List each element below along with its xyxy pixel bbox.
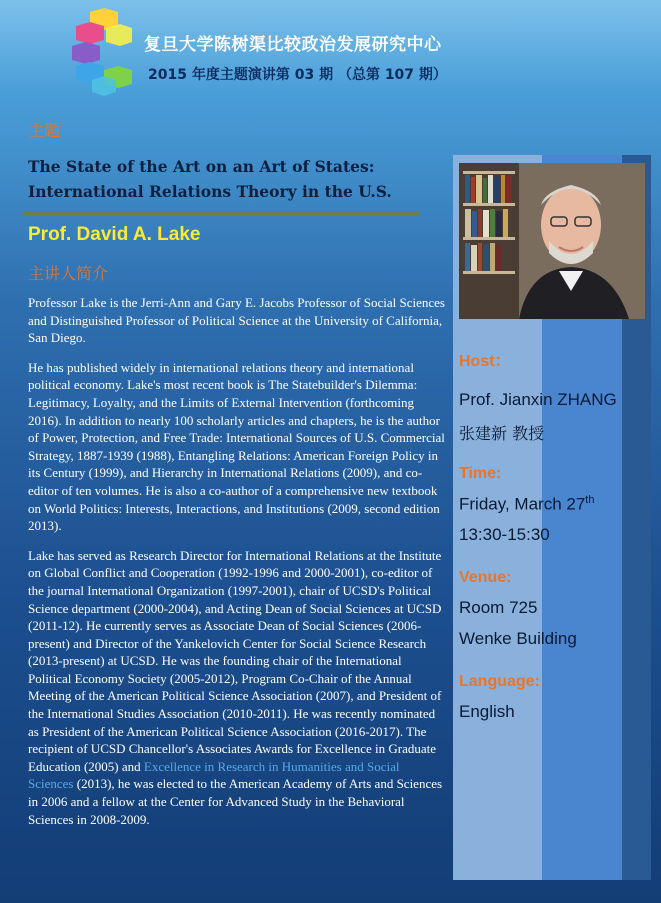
- bio-paragraph-3-text: Lake has served as Research Director for International Relations at the Institute on Global Conflict and Cooperation (1992-1996 and 2000-2001), co-editor of the journal International Organization (1997-2001), chair of UCSD's Political Science department (2000-2004), and Acting Dean of Social Sciences at UCSD (2011-12). He currently serves as Associate Dean of Social Sciences (2006-present) and Director of the Yankelovich Center for Social Science Research (2013-present) at UCSD. He was the founding chair of the International Political Economy Society (2005-2012), Program Co-Chair of the Annual Meeting of the American Political Science Association (2007), and President of the International Studies Association (2010-2011). He was recently nominated as President of the American Political Science Association (2016-2017). The recipient of UCSD Chancellor's Associates Awards for Excellence in Graduate Education (2005) and: [28, 547, 442, 774]
- time-date-suffix: th: [585, 494, 595, 506]
- host-label: Host：: [459, 353, 511, 370]
- time-date: [459, 494, 594, 515]
- bio-paragraph-3: [28, 547, 446, 829]
- speaker-bio: [28, 294, 446, 840]
- lecture-series: 2015 年度主题演讲第 03 期 （总第 107 期）: [148, 67, 447, 83]
- title-divider: [24, 211, 420, 215]
- time-label: Time:: [459, 465, 502, 482]
- venue-label: Venue:: [459, 569, 512, 586]
- bio-paragraph-1: Professor Lake is the Jerri-Ann and Gary E. Jacobs Professor of Social Sciences and Distinguished Professor of Political Science at the University of California, San Diego.: [28, 295, 445, 346]
- talk-title-line2: International Relations Theory in the U.S.: [28, 182, 392, 201]
- topic-label: 主题: [28, 121, 61, 140]
- time-date-text: Friday, March 27: [459, 494, 586, 514]
- speaker-name: Prof. David A. Lake: [28, 224, 201, 245]
- venue-room: Room 725: [459, 598, 538, 617]
- org-name: 复旦大学陈树渠比较政治发展研究中心: [144, 35, 442, 55]
- host-name-chinese: 张建新 教授: [459, 424, 545, 443]
- language-label: Language:: [459, 673, 540, 690]
- bio-paragraph-3-end: (2013), he was elected to the American Academy of Arts and Sciences in 2006 and a fellow at the Center for Advanced Study in the Behavioral Sciences in 2008-2009.: [28, 776, 443, 827]
- venue-building: Wenke Building: [459, 629, 577, 648]
- bio-paragraph-2: He has published widely in international relations theory and international political economy. Lake's most recent book is The Statebuilder's Dilemma: Legitimacy, Loyalty, and the Limits of External Intervention (forthcoming 2016). In addition to nearly 100 scholarly articles and chapters, he is the author of Power, Protection, and Free Trade: International Sources of U.S. Commercial Strategy, 1887-1939 (1988), Entangling Relations: American Foreign Policy in its Century (1999), and Hierarchy in International Relations (2009), and co-editor of ten volumes. He is also a co-author of a comprehensive new textbook on World Politics: Interests, Interactions, and Institutions (2009, second edition 2013).: [28, 359, 445, 534]
- time-hours: 13:30-15:30: [459, 525, 550, 544]
- language-value: English: [459, 702, 515, 721]
- talk-title: [28, 154, 448, 204]
- bio-label: 主讲人简介: [28, 264, 109, 283]
- host-name: Prof. Jianxin ZHANG: [459, 390, 617, 409]
- talk-title-line1: The State of the Art on an Art of States:: [28, 157, 375, 176]
- research-award-link[interactable]: Excellence in Research in Humanities and Social Sciences: [28, 758, 400, 792]
- speaker-photo: [459, 163, 645, 319]
- center-logo-icon: [70, 8, 134, 96]
